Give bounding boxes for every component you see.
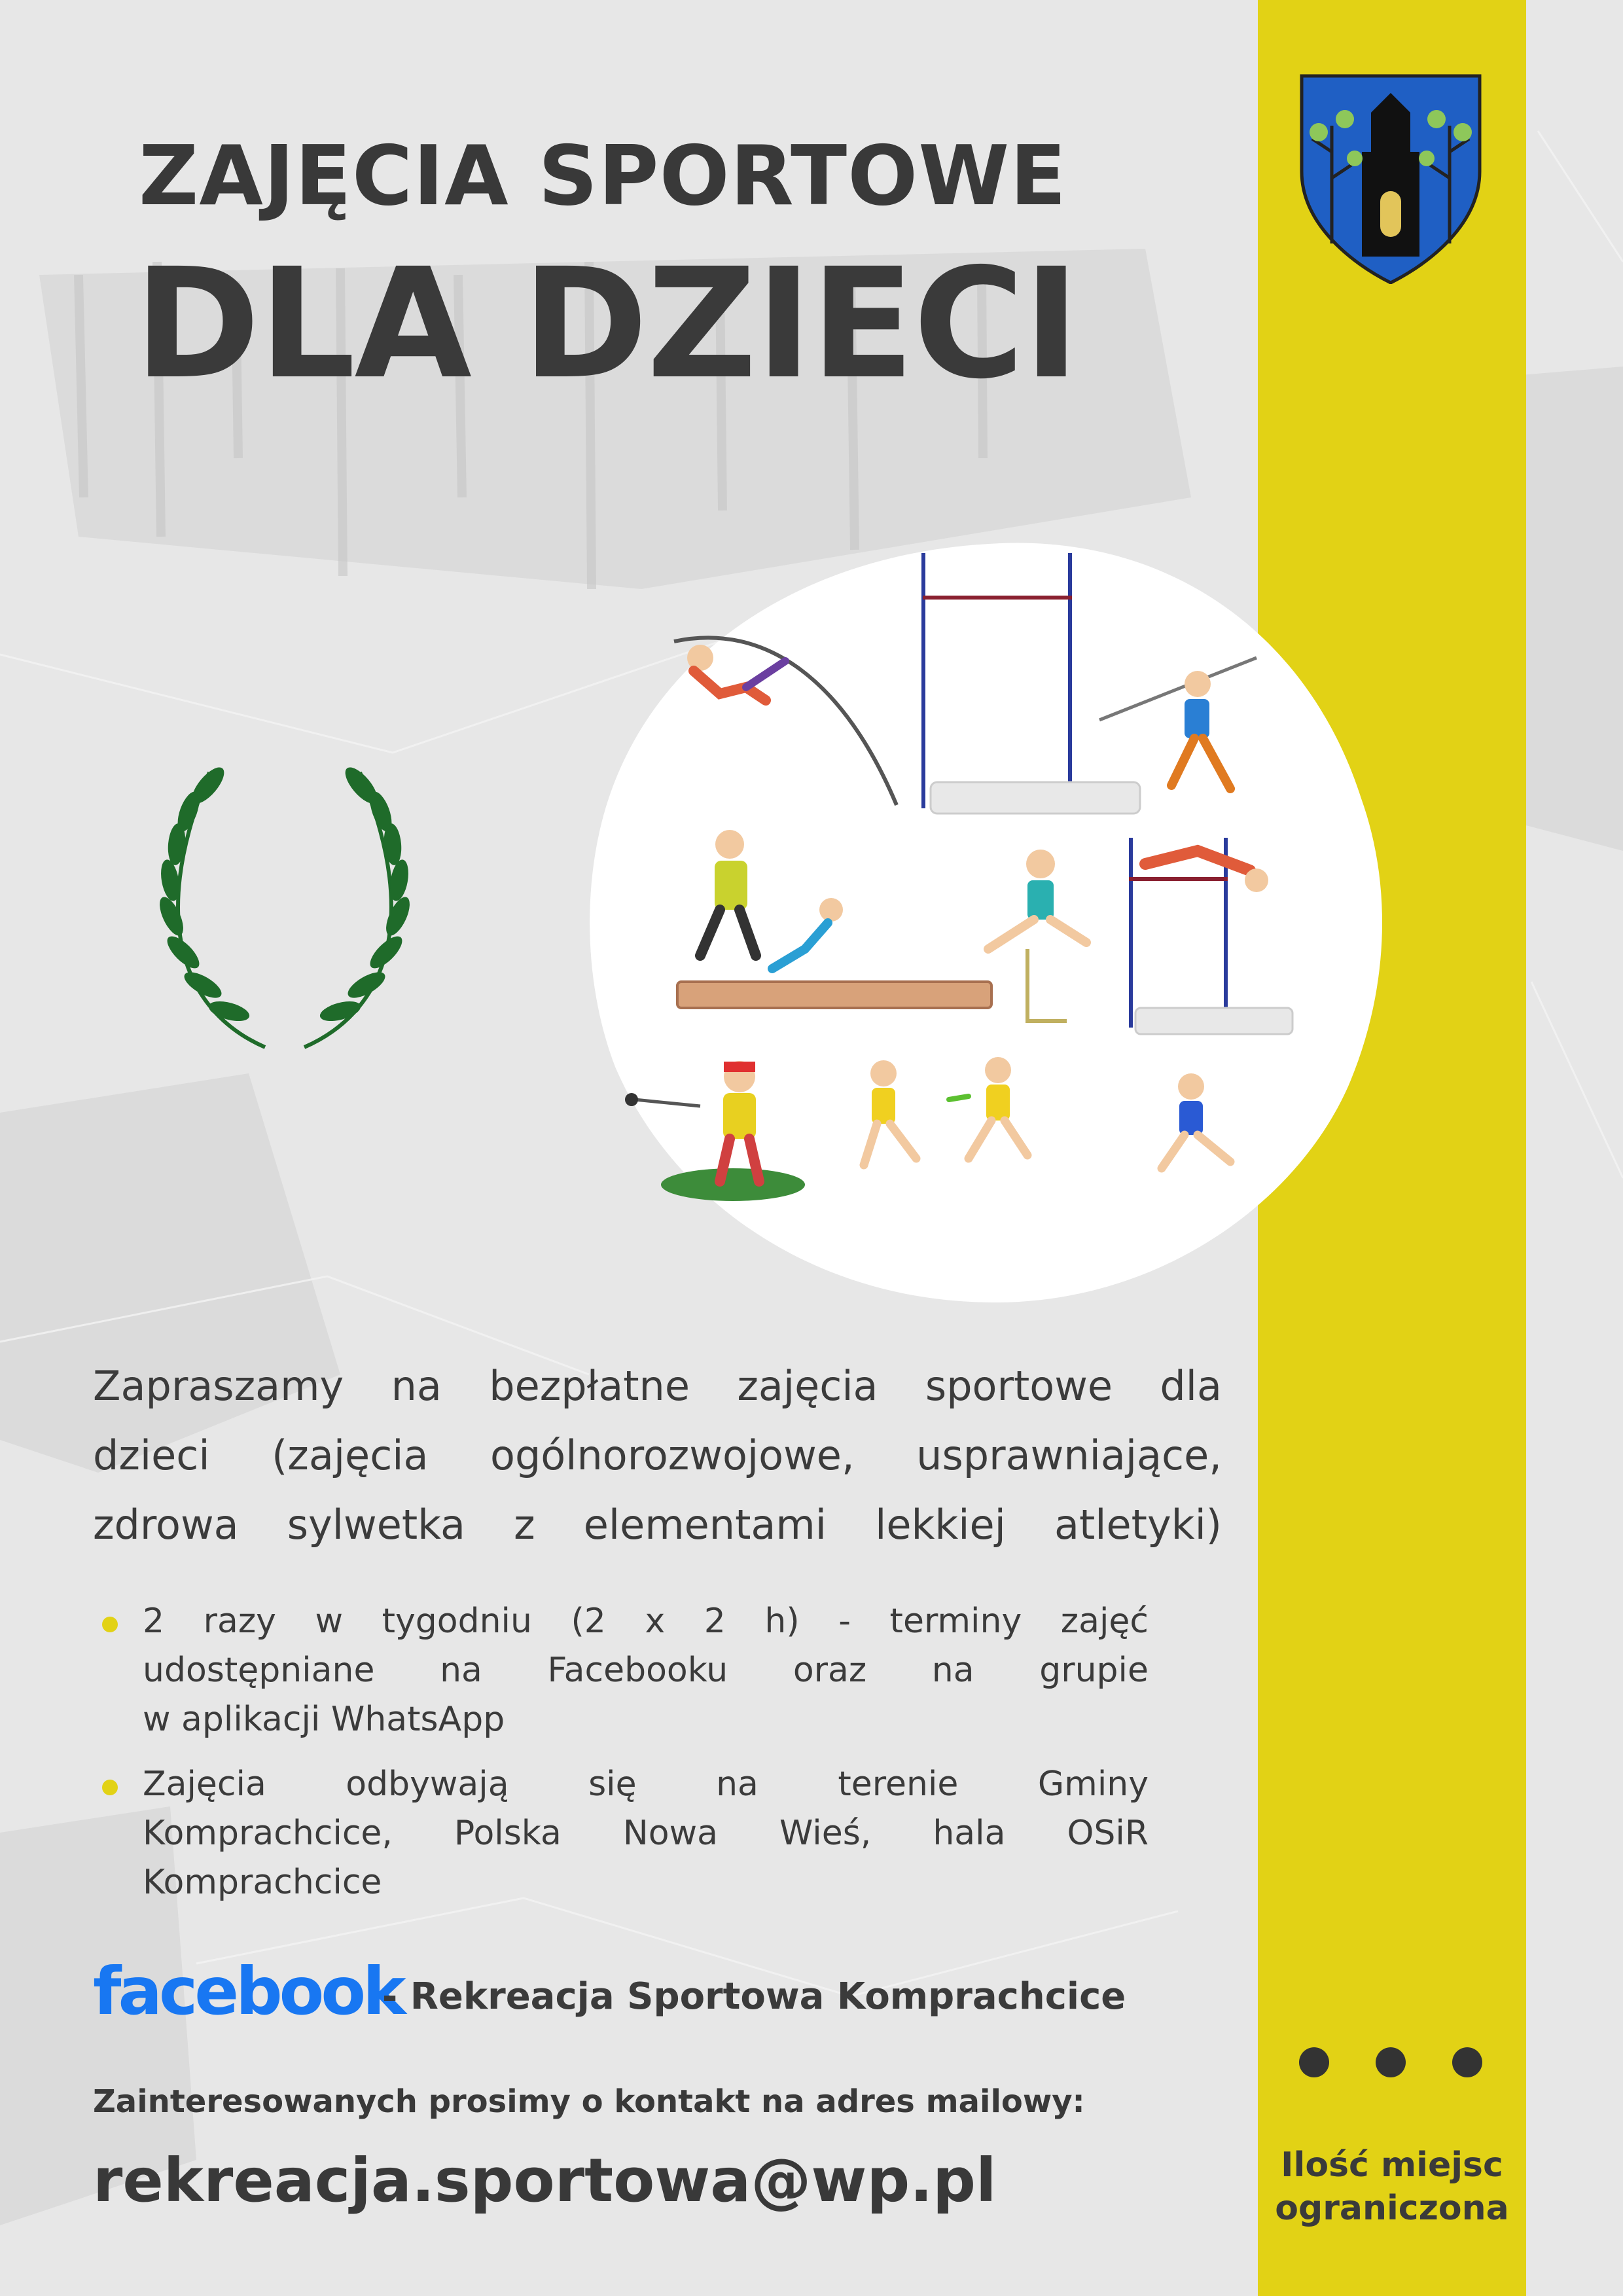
dot-icon: [1299, 2047, 1329, 2077]
athletics-illustration: [569, 524, 1420, 1316]
bullet-dot-icon: [102, 1617, 118, 1632]
bullet-location: [98, 1760, 1149, 1907]
intro-line: Zapraszamy na bezpłatne zajęcia sportowe dla: [93, 1362, 1222, 1410]
dot-icon: [1452, 2047, 1482, 2077]
decorative-dots: [1293, 2047, 1489, 2080]
bullet-line: 2 razy w tygodniu (2 x 2 h) - terminy zajęć: [143, 1602, 1149, 1641]
limited-line: ograniczona: [1275, 2189, 1509, 2228]
facebook-row: [93, 1953, 1205, 2030]
dot-icon: [1376, 2047, 1406, 2077]
facebook-page-name: - Rekreacja Sportowa Komprachcice: [382, 1975, 1126, 2018]
bullet-line: Zajęcia odbywają się na terenie Gminy: [143, 1765, 1149, 1804]
contact-label: Zainteresowanych prosimy o kontakt na adres mailowy:: [93, 2083, 1085, 2120]
coat-of-arms-icon: [1299, 73, 1482, 284]
bullet-line: Komprachcice: [143, 1863, 382, 1902]
bullet-line: Komprachcice, Polska Nowa Wieś, hala OSiR: [143, 1814, 1149, 1853]
limited-line: Ilość miejsc: [1281, 2145, 1503, 2185]
contact-email[interactable]: rekreacja.sportowa@wp.pl: [93, 2145, 997, 2215]
laurel-wreath-icon: [131, 759, 438, 1054]
page-title-line1: ZAJĘCIA SPORTOWE: [139, 128, 1067, 224]
intro-line: dzieci (zajęcia ogólnorozwojowe, usprawniające,: [93, 1431, 1222, 1479]
bullet-schedule: [98, 1597, 1149, 1744]
info-bullet-list: [98, 1597, 1149, 1923]
bullet-line: w aplikacji WhatsApp: [143, 1700, 505, 1739]
intro-paragraph: [93, 1352, 1222, 1560]
long-jump-pit: [677, 982, 991, 1008]
page-title-line2: DLA DZIECI: [134, 236, 1079, 412]
facebook-logo-icon[interactable]: facebook: [93, 1953, 403, 2030]
intro-line: zdrowa sylwetka z elementami lekkiej atletyki): [93, 1501, 1222, 1549]
bullet-line: udostępniane na Facebooku oraz na grupie: [143, 1651, 1149, 1690]
limited-places-note: [1258, 2144, 1526, 2230]
bullet-dot-icon: [102, 1780, 118, 1795]
